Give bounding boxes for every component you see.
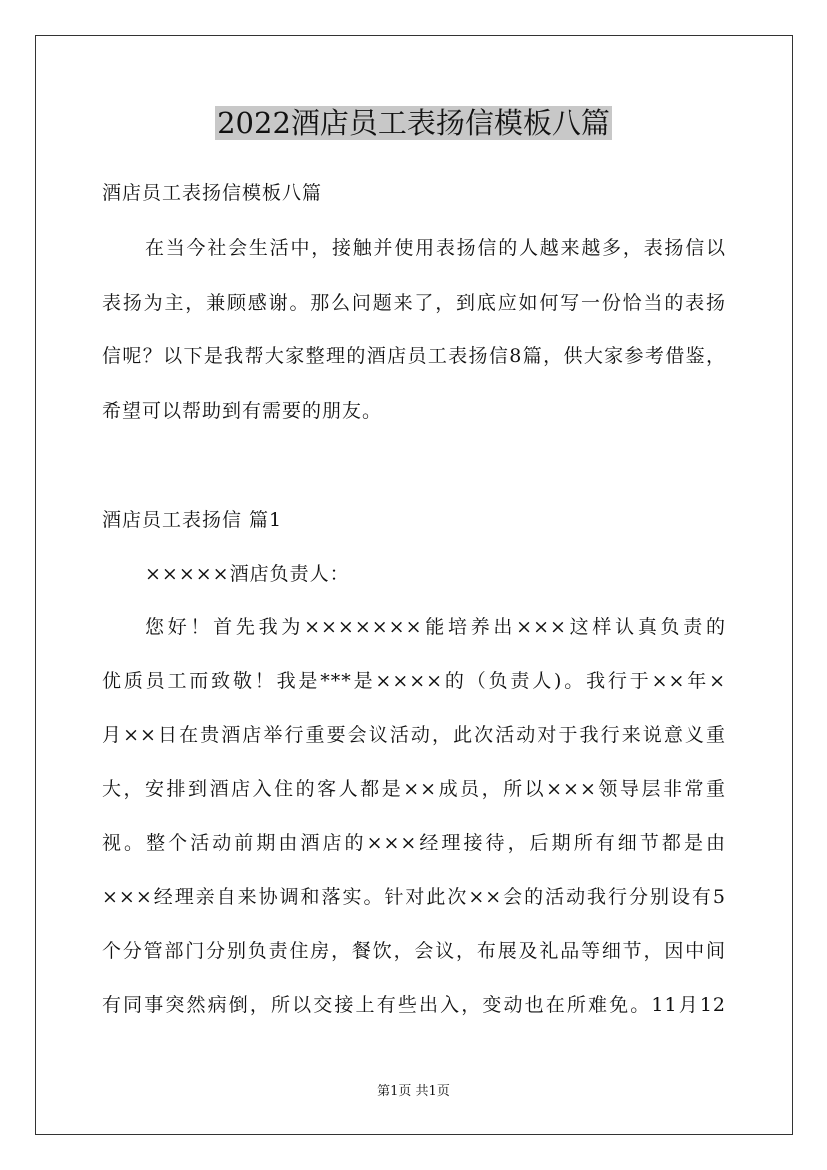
document-title-text: 2022酒店员工表扬信模板八篇 — [217, 106, 610, 140]
document-subtitle: 酒店员工表扬信模板八篇 — [102, 182, 323, 204]
section-heading: 酒店员工表扬信 篇1 — [102, 509, 283, 531]
body-line-7: 个分管部门分别负责住房，餐饮，会议，布展及礼品等细节，因中间 — [102, 940, 726, 962]
body-line-1: 您好！首先我为×××××××能培养出×××这样认真负责的 — [145, 616, 726, 638]
body-line-4: 大，安排到酒店入住的客人都是××成员，所以×××领导层非常重 — [102, 778, 726, 800]
body-line-8: 有同事突然病倒，所以交接上有些出入，变动也在所难免。11月12 — [102, 994, 726, 1016]
page-footer: 第1页 共1页 — [377, 1084, 450, 1099]
salutation: ×××××酒店负责人： — [145, 563, 350, 585]
body-line-3: 月××日在贵酒店举行重要会议活动，此次活动对于我行来说意义重 — [102, 724, 726, 746]
intro-line-1: 在当今社会生活中，接触并使用表扬信的人越来越多，表扬信以 — [145, 237, 726, 259]
body-line-5: 视。整个活动前期由酒店的×××经理接待，后期所有细节都是由 — [102, 832, 726, 854]
intro-line-3: 信呢？以下是我帮大家整理的酒店员工表扬信8篇，供大家参考借鉴， — [102, 345, 726, 367]
document-title — [0, 103, 827, 143]
body-line-2: 优质员工而致敬！我是***是××××的（负责人)。我行于××年× — [102, 670, 726, 692]
intro-line-4: 希望可以帮助到有需要的朋友。 — [102, 400, 383, 422]
intro-line-2: 表扬为主，兼顾感谢。那么问题来了，到底应如何写一份恰当的表扬 — [102, 292, 726, 314]
body-line-6: ×××经理亲自来协调和落实。针对此次××会的活动我行分别设有5 — [102, 886, 726, 908]
